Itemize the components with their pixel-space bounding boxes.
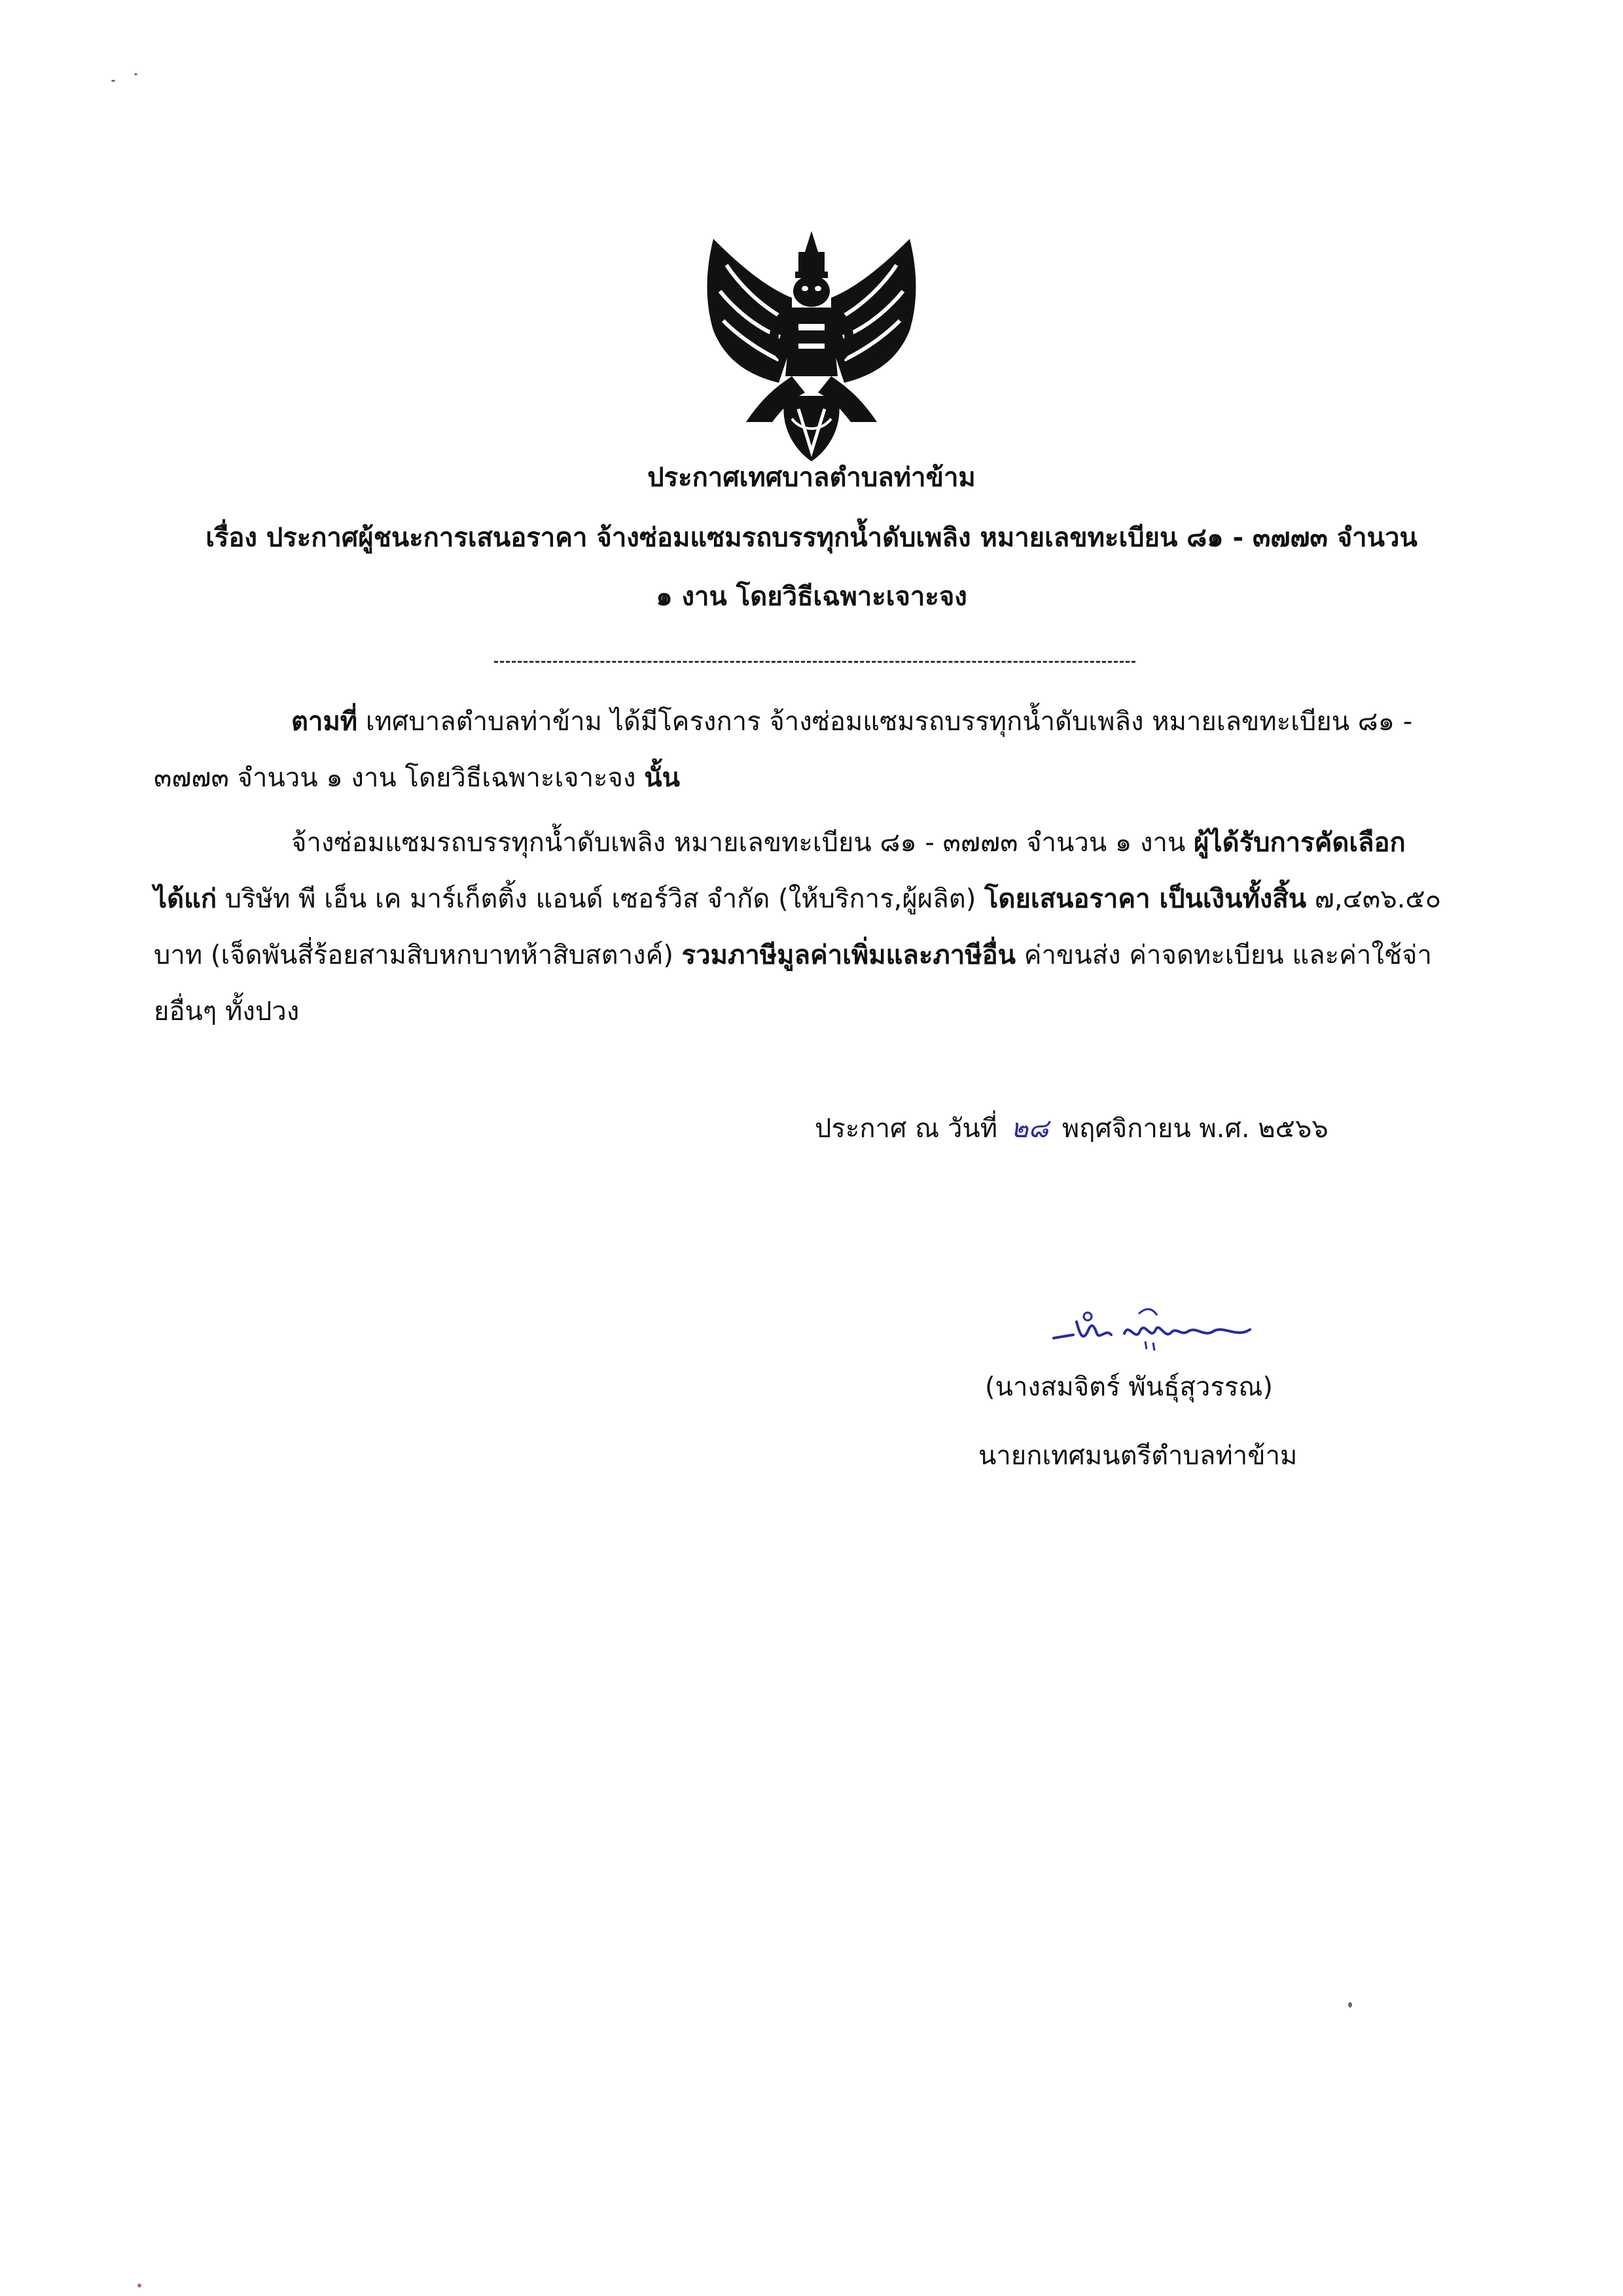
garuda-emblem-icon [700,226,923,468]
scan-speck [137,2284,141,2287]
dashed-divider [494,661,1135,663]
subject-line-1: เรื่อง ประกาศผู้ชนะการเสนอราคา จ้างซ่อมแซมรถบรรทุกน้ำดับเพลิง หมายเลขทะเบียน ๘๑ - ๓๗๗๓ จำนวน [205,523,1418,553]
scan-speck [111,80,115,82]
announcement-date [815,1109,1329,1148]
date-day-handwritten: ๒๘ [1010,1114,1049,1144]
para2-g: ค่าขนส่ง ค่าจดทะเบียน และค่าใช้จ่ายอื่นๆ ทั้งปวง [154,940,1432,1027]
para2-b: ผู้ได้รับการคัดเลือก ได้แก่ [154,828,1406,914]
para1-text: เทศบาลตำบลท่าข้าม ได้มีโครงการ จ้างซ่อมแซมรถบรรทุกน้ำดับเพลิง หมายเลขทะเบียน ๘๑ - ๓๗๗๓ จำนวน ๑ งาน โดยวิธีเฉพาะเจาะจง [154,707,1413,793]
scan-speck [134,73,137,75]
handwritten-signature-icon [1047,1302,1270,1354]
paragraph-1 [154,694,1456,806]
date-suffix: พฤศจิกายน พ.ศ. ๒๕๖๖ [1061,1114,1329,1144]
para1-end: นั้น [644,763,680,793]
signer-position: นายกเทศมนตรีตำบลท่าข้าม [978,1441,1298,1471]
scan-speck [1348,2002,1352,2007]
para2-c: บริษัท พี เอ็น เค มาร์เก็ตติ้ง แอนด์ เซอร์วิส จำกัด (ให้บริการ,ผู้ผลิต) [217,884,985,914]
paragraph-2 [154,815,1456,1040]
para2-e: ๗,๔๓๖.๕๐ บาท (เจ็ดพันสี่ร้อยสามสิบหกบาทห้าสิบสตางค์) [154,884,1442,970]
para1-lead: ตามที่ [291,707,358,737]
signer-name: (นางสมจิตร์ พันธุ์สุวรรณ) [985,1372,1274,1402]
subject-line-2: ๑ งาน โดยวิธีเฉพาะเจาะจง [656,582,967,612]
para2-d: โดยเสนอราคา เป็นเงินทั้งสิ้น [984,884,1307,914]
date-prefix: ประกาศ ณ วันที่ [815,1114,998,1144]
para2-a: จ้างซ่อมแซมรถบรรทุกน้ำดับเพลิง หมายเลขทะเบียน ๘๑ - ๓๗๗๓ จำนวน ๑ งาน [291,828,1194,858]
document-title: ประกาศเทศบาลตำบลท่าข้าม [647,463,976,493]
para2-f: รวมภาษีมูลค่าเพิ่มและภาษีอื่น [681,940,1016,970]
